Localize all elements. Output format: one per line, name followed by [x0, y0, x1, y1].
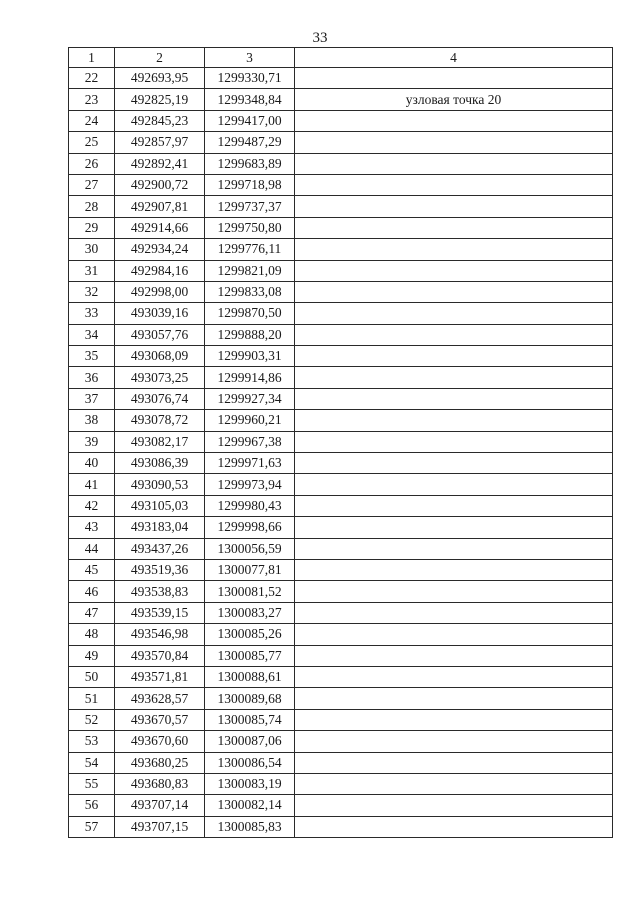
point-number-cell: 49 — [69, 645, 115, 666]
note-cell — [295, 410, 613, 431]
x-coordinate-cell: 493078,72 — [115, 410, 205, 431]
x-coordinate-cell: 493437,26 — [115, 538, 205, 559]
note-cell — [295, 538, 613, 559]
point-number-cell: 45 — [69, 559, 115, 580]
table-row — [69, 239, 613, 260]
y-coordinate-cell: 1300085,83 — [205, 816, 295, 837]
note-cell — [295, 153, 613, 174]
point-number-cell: 53 — [69, 731, 115, 752]
x-coordinate-cell: 493680,83 — [115, 773, 205, 794]
note-cell — [295, 581, 613, 602]
y-coordinate-cell: 1299683,89 — [205, 153, 295, 174]
x-coordinate-cell: 493670,60 — [115, 731, 205, 752]
table-row — [69, 559, 613, 580]
y-coordinate-cell: 1300089,68 — [205, 688, 295, 709]
table-row — [69, 453, 613, 474]
x-coordinate-cell: 493538,83 — [115, 581, 205, 602]
point-number-cell: 44 — [69, 538, 115, 559]
point-number-cell: 26 — [69, 153, 115, 174]
table-row — [69, 89, 613, 110]
note-cell — [295, 495, 613, 516]
point-number-cell: 48 — [69, 624, 115, 645]
point-number-cell: 35 — [69, 346, 115, 367]
y-coordinate-cell: 1300088,61 — [205, 666, 295, 687]
point-number-cell: 29 — [69, 217, 115, 238]
table-row — [69, 816, 613, 837]
table-row — [69, 174, 613, 195]
x-coordinate-cell: 492825,19 — [115, 89, 205, 110]
point-number-cell: 33 — [69, 303, 115, 324]
table-row — [69, 474, 613, 495]
y-coordinate-cell: 1300083,19 — [205, 773, 295, 794]
y-coordinate-cell: 1300085,26 — [205, 624, 295, 645]
table-row — [69, 538, 613, 559]
table-row — [69, 260, 613, 281]
point-number-cell: 57 — [69, 816, 115, 837]
y-coordinate-cell: 1300056,59 — [205, 538, 295, 559]
note-cell — [295, 388, 613, 409]
x-coordinate-cell: 493039,16 — [115, 303, 205, 324]
table-row — [69, 624, 613, 645]
point-number-cell: 55 — [69, 773, 115, 794]
point-number-cell: 51 — [69, 688, 115, 709]
y-coordinate-cell: 1299776,11 — [205, 239, 295, 260]
point-number-cell: 36 — [69, 367, 115, 388]
table-row — [69, 731, 613, 752]
note-cell — [295, 217, 613, 238]
table-row — [69, 367, 613, 388]
point-number-cell: 30 — [69, 239, 115, 260]
x-coordinate-cell: 493073,25 — [115, 367, 205, 388]
note-cell — [295, 132, 613, 153]
table-row — [69, 196, 613, 217]
column-header: 3 — [205, 48, 295, 68]
note-cell — [295, 346, 613, 367]
point-number-cell: 22 — [69, 68, 115, 89]
point-number-cell: 25 — [69, 132, 115, 153]
table-row — [69, 602, 613, 623]
y-coordinate-cell: 1299973,94 — [205, 474, 295, 495]
table-row — [69, 666, 613, 687]
x-coordinate-cell: 493105,03 — [115, 495, 205, 516]
y-coordinate-cell: 1299971,63 — [205, 453, 295, 474]
note-cell — [295, 239, 613, 260]
point-number-cell: 31 — [69, 260, 115, 281]
y-coordinate-cell: 1299487,29 — [205, 132, 295, 153]
point-number-cell: 41 — [69, 474, 115, 495]
note-cell — [295, 816, 613, 837]
x-coordinate-cell: 493090,53 — [115, 474, 205, 495]
y-coordinate-cell: 1299980,43 — [205, 495, 295, 516]
y-coordinate-cell: 1299903,31 — [205, 346, 295, 367]
note-cell — [295, 431, 613, 452]
y-coordinate-cell: 1299888,20 — [205, 324, 295, 345]
x-coordinate-cell: 493519,36 — [115, 559, 205, 580]
point-number-cell: 54 — [69, 752, 115, 773]
x-coordinate-cell: 492693,95 — [115, 68, 205, 89]
x-coordinate-cell: 492857,97 — [115, 132, 205, 153]
point-number-cell: 50 — [69, 666, 115, 687]
y-coordinate-cell: 1299417,00 — [205, 110, 295, 131]
y-coordinate-cell: 1300083,27 — [205, 602, 295, 623]
note-cell — [295, 795, 613, 816]
point-number-cell: 43 — [69, 517, 115, 538]
x-coordinate-cell: 493571,81 — [115, 666, 205, 687]
table-body — [69, 68, 613, 838]
x-coordinate-cell: 493707,15 — [115, 816, 205, 837]
note-cell — [295, 602, 613, 623]
y-coordinate-cell: 1299348,84 — [205, 89, 295, 110]
table-row — [69, 517, 613, 538]
point-number-cell: 23 — [69, 89, 115, 110]
x-coordinate-cell: 493546,98 — [115, 624, 205, 645]
y-coordinate-cell: 1300085,74 — [205, 709, 295, 730]
table-row — [69, 68, 613, 89]
note-cell — [295, 666, 613, 687]
y-coordinate-cell: 1299718,98 — [205, 174, 295, 195]
table-row — [69, 795, 613, 816]
note-cell — [295, 324, 613, 345]
x-coordinate-cell: 493670,57 — [115, 709, 205, 730]
x-coordinate-cell: 492984,16 — [115, 260, 205, 281]
note-cell — [295, 645, 613, 666]
table-row — [69, 431, 613, 452]
y-coordinate-cell: 1299960,21 — [205, 410, 295, 431]
note-cell — [295, 367, 613, 388]
x-coordinate-cell: 492934,24 — [115, 239, 205, 260]
y-coordinate-cell: 1299914,86 — [205, 367, 295, 388]
note-cell — [295, 773, 613, 794]
x-coordinate-cell: 493539,15 — [115, 602, 205, 623]
point-number-cell: 32 — [69, 281, 115, 302]
x-coordinate-cell: 492892,41 — [115, 153, 205, 174]
table-row — [69, 773, 613, 794]
x-coordinate-cell: 492998,00 — [115, 281, 205, 302]
point-number-cell: 46 — [69, 581, 115, 602]
y-coordinate-cell: 1299967,38 — [205, 431, 295, 452]
y-coordinate-cell: 1300082,14 — [205, 795, 295, 816]
note-cell — [295, 68, 613, 89]
point-number-cell: 28 — [69, 196, 115, 217]
point-number-cell: 52 — [69, 709, 115, 730]
x-coordinate-cell: 493707,14 — [115, 795, 205, 816]
table-row — [69, 110, 613, 131]
table-row — [69, 645, 613, 666]
y-coordinate-cell: 1299750,80 — [205, 217, 295, 238]
x-coordinate-cell: 492900,72 — [115, 174, 205, 195]
point-number-cell: 24 — [69, 110, 115, 131]
coordinates-table — [68, 47, 613, 838]
y-coordinate-cell: 1300086,54 — [205, 752, 295, 773]
table-row — [69, 495, 613, 516]
note-cell — [295, 110, 613, 131]
table-row — [69, 217, 613, 238]
y-coordinate-cell: 1299833,08 — [205, 281, 295, 302]
x-coordinate-cell: 492845,23 — [115, 110, 205, 131]
y-coordinate-cell: 1299998,66 — [205, 517, 295, 538]
x-coordinate-cell: 493057,76 — [115, 324, 205, 345]
x-coordinate-cell: 493076,74 — [115, 388, 205, 409]
table-row — [69, 281, 613, 302]
x-coordinate-cell: 493570,84 — [115, 645, 205, 666]
point-number-cell: 38 — [69, 410, 115, 431]
page-number: 33 — [312, 30, 328, 46]
y-coordinate-cell: 1299330,71 — [205, 68, 295, 89]
point-number-cell: 37 — [69, 388, 115, 409]
y-coordinate-cell: 1299927,34 — [205, 388, 295, 409]
note-cell — [295, 517, 613, 538]
table-row — [69, 688, 613, 709]
note-cell — [295, 752, 613, 773]
table-row — [69, 132, 613, 153]
note-cell — [295, 474, 613, 495]
header-row — [69, 48, 613, 68]
note-cell — [295, 303, 613, 324]
point-number-cell: 56 — [69, 795, 115, 816]
y-coordinate-cell: 1300085,77 — [205, 645, 295, 666]
table-row — [69, 324, 613, 345]
table-row — [69, 410, 613, 431]
note-cell: узловая точка 20 — [295, 89, 613, 110]
note-cell — [295, 281, 613, 302]
table-row — [69, 388, 613, 409]
y-coordinate-cell: 1299737,37 — [205, 196, 295, 217]
note-cell — [295, 709, 613, 730]
note-cell — [295, 174, 613, 195]
point-number-cell: 34 — [69, 324, 115, 345]
column-header: 1 — [69, 48, 115, 68]
note-cell — [295, 559, 613, 580]
note-cell — [295, 196, 613, 217]
point-number-cell: 47 — [69, 602, 115, 623]
x-coordinate-cell: 492914,66 — [115, 217, 205, 238]
note-cell — [295, 260, 613, 281]
x-coordinate-cell: 493628,57 — [115, 688, 205, 709]
y-coordinate-cell: 1300077,81 — [205, 559, 295, 580]
y-coordinate-cell: 1299821,09 — [205, 260, 295, 281]
point-number-cell: 42 — [69, 495, 115, 516]
x-coordinate-cell: 493183,04 — [115, 517, 205, 538]
x-coordinate-cell: 493086,39 — [115, 453, 205, 474]
column-header: 4 — [295, 48, 613, 68]
table-row — [69, 303, 613, 324]
x-coordinate-cell: 493068,09 — [115, 346, 205, 367]
x-coordinate-cell: 493082,17 — [115, 431, 205, 452]
note-cell — [295, 688, 613, 709]
table-row — [69, 752, 613, 773]
y-coordinate-cell: 1300087,06 — [205, 731, 295, 752]
point-number-cell: 27 — [69, 174, 115, 195]
table-row — [69, 346, 613, 367]
table-row — [69, 581, 613, 602]
y-coordinate-cell: 1300081,52 — [205, 581, 295, 602]
column-header: 2 — [115, 48, 205, 68]
point-number-cell: 39 — [69, 431, 115, 452]
table-row — [69, 709, 613, 730]
x-coordinate-cell: 492907,81 — [115, 196, 205, 217]
note-cell — [295, 731, 613, 752]
y-coordinate-cell: 1299870,50 — [205, 303, 295, 324]
note-cell — [295, 453, 613, 474]
point-number-cell: 40 — [69, 453, 115, 474]
table-row — [69, 153, 613, 174]
x-coordinate-cell: 493680,25 — [115, 752, 205, 773]
note-cell — [295, 624, 613, 645]
